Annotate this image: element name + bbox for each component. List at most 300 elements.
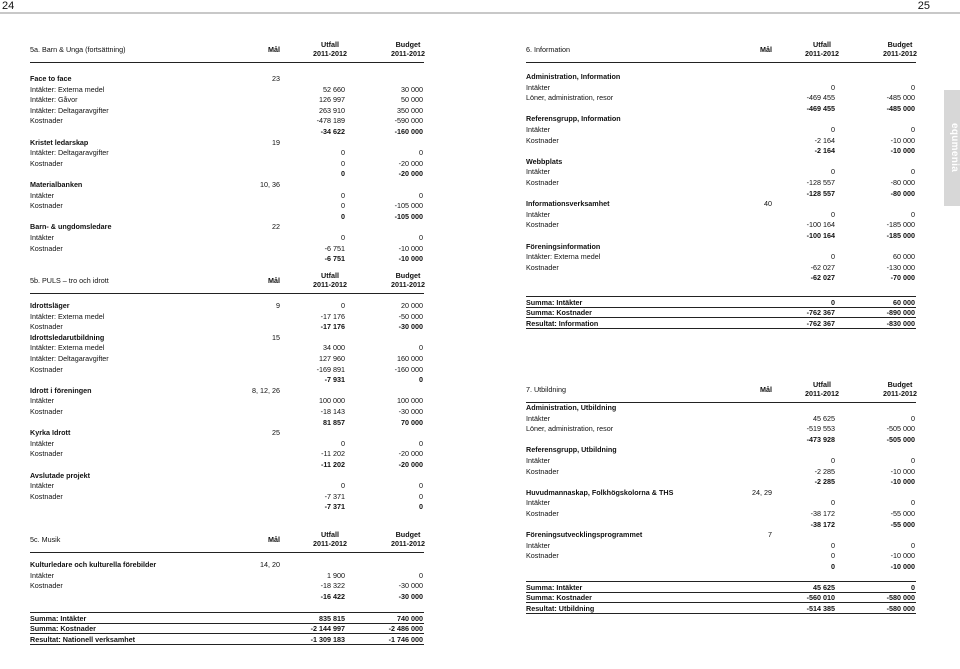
page-number-left: 24: [2, 0, 15, 12]
group-0-row-1-utfall: 126 997: [319, 95, 345, 105]
group-1-title-row-label: Referensgrupp, Information: [526, 114, 621, 124]
group-0-row-1-label: Kostnader: [30, 322, 63, 332]
group-2-subtotal-utfall: -128 557: [806, 188, 835, 198]
group-2-row-0-budget: 0: [911, 498, 915, 508]
section-6-mal-header: Mål: [760, 45, 772, 54]
summary-row-1-utfall: -560 010: [806, 593, 835, 603]
group-3-row-0-label: Intäkter: [30, 438, 54, 448]
group-3-subtotal-utfall: -6 751: [324, 254, 345, 264]
group-0-subtotal-utfall: -473 928: [806, 434, 835, 444]
group-1-row-0-budget: 0: [911, 456, 915, 465]
section-5a-utfall-header: Utfall: [321, 40, 339, 49]
group-4-subtotal: [0, 501, 480, 512]
section-5a-header: [0, 40, 480, 60]
group-0-row-0: [480, 413, 944, 424]
group-3-row-1-label: Kostnader: [30, 449, 63, 459]
group-1-row-1-utfall: -2 164: [814, 135, 835, 145]
group-3-subtotal-budget: -20 000: [398, 460, 423, 469]
group-2-subtotal: [0, 211, 480, 222]
group-2-title-row-label: Materialbanken: [30, 180, 83, 189]
section-5b-budget-header: Budget: [395, 271, 421, 280]
group-2-subtotal-utfall: 0: [341, 211, 345, 221]
group-0-row-1-budget: -485 000: [886, 93, 915, 103]
group-4-row-0-budget: 0: [419, 481, 423, 491]
group-2-row-1: [480, 177, 944, 188]
group-0-row-1-budget: -30 000: [398, 581, 423, 591]
group-0-row-3: [0, 115, 480, 126]
group-0-row-3-label: Kostnader: [30, 116, 63, 126]
group-0-title-row: [0, 559, 480, 570]
section-5c-mal-header: Mål: [268, 535, 280, 544]
group-0-row-0-label: Intäkter: Externa medel: [30, 311, 105, 321]
group-2-subtotal-budget: -55 000: [890, 519, 915, 529]
summary-row-1-budget: -890 000: [886, 308, 915, 318]
summary-rule-end: [526, 328, 916, 329]
section-7-budget-header: Budget: [887, 380, 913, 389]
group-3-row-0: [480, 540, 944, 551]
group-0-row-2: [0, 105, 480, 116]
group-0-row-0-utfall: 0: [831, 82, 835, 92]
group-1-subtotal-utfall: -2 285: [814, 477, 835, 487]
group-4-subtotal-utfall: -62 027: [810, 273, 835, 283]
group-0-row-1-budget: 50 000: [401, 95, 423, 105]
group-0-title-row-budget: 20 000: [401, 301, 423, 310]
group-2-row-0: [480, 497, 944, 508]
group-3-row-1-budget: -20 000: [398, 449, 423, 459]
group-1-row-1-label: Intäkter: Deltagaravgifter: [30, 354, 109, 363]
group-4-row-1-utfall: -7 371: [324, 491, 345, 501]
group-0-row-1-label: Intäkter: Gåvor: [30, 95, 78, 105]
section-5c-budget-years: 2011-2012: [391, 539, 425, 548]
group-3-row-0-budget: 0: [419, 438, 423, 448]
group-0-subtotal: [0, 591, 480, 602]
group-1-row-1: [480, 466, 944, 477]
group-1-row-0-utfall: 0: [831, 125, 835, 134]
group-1-row-1: [0, 158, 480, 169]
group-2-row-1-label: Kostnader: [526, 178, 559, 187]
group-1-title-row: [0, 137, 480, 148]
group-2-row-1-label: Kostnader: [30, 201, 63, 211]
group-2-row-0-label: Intäkter: [526, 498, 550, 508]
group-2-subtotal-budget: -80 000: [890, 188, 915, 198]
group-2-row-0-budget: 0: [911, 167, 915, 177]
group-2-row-1: [480, 508, 944, 519]
group-1-row-0-utfall: 0: [831, 456, 835, 465]
group-0-row-1-utfall: -17 176: [320, 322, 345, 332]
summary-row-1-budget: -580 000: [886, 593, 915, 603]
group-0-row-0-label: Intäkter: Externa medel: [30, 84, 105, 94]
group-1-title-row-mal: 19: [272, 137, 280, 147]
group-0-row-0-label: Intäkter: [30, 570, 54, 580]
summary-row-0-utfall: 45 625: [813, 582, 835, 592]
group-0-row-0: [0, 311, 480, 322]
group-3-title-row: [480, 529, 944, 540]
group-1-subtotal-budget: -10 000: [890, 146, 915, 156]
group-1-row-0-label: Intäkter: [526, 456, 550, 465]
summary-row-0-budget: 740 000: [397, 613, 423, 623]
group-2-subtotal: [480, 519, 944, 530]
group-1-row-1-budget: -10 000: [890, 135, 915, 145]
group-3-title-row-label: Barn- & ungdomsledare: [30, 222, 112, 232]
group-4-row-1-utfall: -62 027: [810, 262, 835, 272]
summary-row-2-label: Resultat: Information: [526, 318, 599, 328]
group-3-subtotal: [480, 561, 944, 572]
group-0-subtotal-budget: -505 000: [886, 434, 915, 444]
group-2-row-1-utfall: -18 143: [320, 407, 345, 416]
group-1-row-0-budget: 0: [911, 125, 915, 134]
section-5b-header-rule: [30, 293, 424, 294]
group-0-row-2-utfall: 263 910: [319, 105, 345, 115]
group-2-subtotal-budget: 70 000: [401, 417, 423, 427]
group-2-row-1-budget: -105 000: [394, 201, 423, 211]
group-3-title-row-label: Föreningsutvecklingsprogrammet: [526, 530, 643, 540]
group-2-row-0-utfall: 0: [831, 167, 835, 177]
group-1-row-2: [0, 364, 480, 375]
group-2-row-0-label: Intäkter: [526, 167, 550, 177]
group-4-title-row-label: Föreningsinformation: [526, 241, 601, 251]
group-1-row-0-budget: 0: [419, 148, 423, 158]
group-3-row-0: [0, 438, 480, 449]
group-3-title-row-mal: 22: [272, 222, 280, 232]
group-1-row-1-label: Kostnader: [526, 135, 559, 145]
group-2-row-0-utfall: 0: [341, 190, 345, 200]
group-3-row-1-label: Kostnader: [526, 551, 559, 561]
group-2-subtotal: [480, 188, 944, 199]
group-4-row-1: [0, 491, 480, 502]
group-2-row-0-utfall: 100 000: [319, 396, 345, 406]
group-3-row-0-label: Intäkter: [526, 209, 550, 219]
group-0-row-0-utfall: 52 660: [323, 84, 345, 94]
section-6-utfall-header: Utfall: [813, 40, 831, 49]
section-5a-header-rule: [30, 62, 424, 63]
group-0-title-row-utfall: 0: [341, 301, 345, 310]
group-0-subtotal: [480, 103, 944, 114]
group-1-row-0-utfall: 0: [341, 148, 345, 158]
group-4-row-0-utfall: 0: [831, 252, 835, 262]
section-5b-header: [0, 271, 480, 291]
group-0-subtotal-utfall: -469 455: [806, 103, 835, 113]
group-2-row-0-label: Intäkter: [30, 396, 54, 406]
group-1-row-1-budget: -10 000: [890, 466, 915, 476]
group-0-title-row: [480, 402, 944, 413]
group-2-row-1-label: Kostnader: [30, 407, 63, 416]
group-3-title-row: [480, 198, 944, 209]
section-6-budget-header: Budget: [887, 40, 913, 49]
group-1-row-1-label: Kostnader: [526, 466, 559, 476]
group-1-row-1-utfall: 0: [341, 158, 345, 168]
group-2-row-1-budget: -80 000: [890, 178, 915, 187]
section-6-header-rule: [526, 62, 916, 63]
group-2-row-0-label: Intäkter: [30, 190, 54, 200]
group-1-row-1: [480, 135, 944, 146]
group-2-title-row-mal: 10, 36: [260, 180, 280, 189]
group-2-subtotal-utfall: 81 857: [323, 417, 345, 427]
group-3-row-1: [480, 219, 944, 230]
group-4-row-1: [480, 262, 944, 273]
group-4-title-row: [480, 241, 944, 252]
group-2-row-1-label: Kostnader: [526, 509, 559, 518]
group-1-row-0: [480, 455, 944, 466]
group-0-row-2-budget: 350 000: [397, 105, 423, 115]
group-2-title-row: [480, 487, 944, 498]
group-0-title-row-mal: 23: [272, 74, 280, 83]
section-6-title: 6. Information: [526, 45, 570, 54]
group-4-row-1-label: Kostnader: [30, 491, 63, 501]
group-3-row-1-utfall: -11 202: [321, 449, 345, 459]
section-5a-mal-header: Mål: [268, 45, 280, 54]
group-2-row-1: [0, 200, 480, 211]
group-0-row-0-budget: 0: [419, 570, 423, 580]
group-3-row-1-utfall: -6 751: [324, 243, 345, 253]
group-0-row-1: [480, 92, 944, 103]
section-7-utfall-header: Utfall: [813, 380, 831, 389]
group-3-title-row-mal: 25: [272, 428, 280, 438]
summary-row-2-budget: -1 746 000: [388, 634, 423, 644]
summary-row-0-utfall: 835 815: [319, 613, 345, 623]
group-0-title-row-label: Administration, Utbildning: [526, 403, 617, 412]
group-3-row-0-label: Intäkter: [30, 233, 54, 242]
group-3-title-row-label: Informationsverksamhet: [526, 199, 610, 209]
section-5b-mal-header: Mål: [268, 276, 280, 285]
group-3-row-0-budget: 0: [911, 209, 915, 219]
group-0-row-1-label: Löner, administration, resor: [526, 424, 614, 434]
page-number-right: 25: [917, 0, 930, 12]
group-3-row-1-budget: -10 000: [890, 551, 915, 561]
summary-row-0-budget: 0: [911, 582, 915, 592]
group-1-title-row-label: Referensgrupp, Utbildning: [526, 445, 617, 455]
summary-row-1-label: Summa: Kostnader: [526, 308, 592, 318]
group-2-row-1-utfall: -128 557: [806, 178, 835, 187]
summary-row-2-utfall: -1 309 183: [310, 634, 345, 644]
group-4-title-row-label: Avslutade projekt: [30, 470, 91, 480]
section-5c-title: 5c. Musik: [30, 535, 61, 544]
summary-row-1-label: Summa: Kostnader: [30, 624, 96, 634]
group-1-title-row: [0, 332, 480, 343]
group-3-subtotal-utfall: -11 202: [321, 460, 345, 469]
group-1-row-1-label: Kostnader: [30, 158, 63, 168]
group-0-row-0-label: Intäkter: [526, 82, 550, 92]
summary-row-2-budget: -830 000: [886, 318, 915, 328]
group-4-row-0: [0, 480, 480, 491]
group-2-title-row: [0, 385, 480, 396]
group-2-row-0-utfall: 0: [831, 498, 835, 508]
group-0-subtotal: [0, 126, 480, 137]
group-0-row-1-label: Kostnader: [30, 581, 63, 591]
group-4-row-0: [480, 251, 944, 262]
group-3-row-0: [0, 232, 480, 243]
section-6-header: [480, 40, 944, 60]
group-1-row-0: [0, 147, 480, 158]
group-1-row-1-budget: -20 000: [398, 158, 423, 168]
section-7-utfall-years: 2011-2012: [805, 389, 839, 398]
summary-row-0-label: Summa: Intäkter: [30, 613, 87, 623]
group-0-row-0: [0, 84, 480, 95]
group-2-row-1: [0, 406, 480, 417]
group-0-subtotal-utfall: -16 422: [320, 591, 345, 601]
group-0-row-3-utfall: -478 189: [316, 116, 345, 126]
group-2-row-1-utfall: -38 172: [810, 509, 835, 518]
group-2-row-0: [0, 395, 480, 406]
group-1-subtotal-budget: -20 000: [398, 169, 423, 179]
section-5c-utfall-header: Utfall: [321, 530, 339, 539]
group-0-row-1-utfall: -18 322: [320, 581, 345, 591]
group-3-row-0-utfall: 0: [341, 438, 345, 448]
group-4-subtotal: [480, 272, 944, 283]
group-0-row-0-utfall: -17 176: [320, 311, 345, 321]
group-3-subtotal-budget: -10 000: [890, 562, 915, 571]
side-tab-label: equmenia: [949, 123, 960, 173]
group-1-subtotal-budget: 0: [419, 375, 423, 385]
group-3-subtotal: [0, 253, 480, 264]
group-0-row-0: [480, 82, 944, 93]
group-3-row-0: [480, 209, 944, 220]
group-1-row-1: [0, 353, 480, 364]
summary-row-1-utfall: -2 144 997: [310, 624, 345, 634]
group-4-row-0-label: Intäkter: Externa medel: [526, 252, 601, 262]
group-2-title-row-mal: 8, 12, 26: [252, 385, 280, 395]
group-0-title-row-mal: 14, 20: [260, 560, 280, 569]
group-3-subtotal-budget: -185 000: [886, 231, 915, 240]
group-3-row-1-budget: -10 000: [398, 243, 423, 253]
section-7-budget-years: 2011-2012: [883, 389, 917, 398]
group-0-title-row-label: Face to face: [30, 74, 72, 83]
section-5a-budget-header: Budget: [395, 40, 421, 49]
group-0-title-row-label: Kulturledare och kulturella förebilder: [30, 560, 157, 569]
group-2-title-row: [480, 156, 944, 167]
summary-rule-end: [526, 613, 916, 614]
group-2-subtotal-budget: -105 000: [394, 211, 423, 221]
group-1-subtotal-utfall: -7 931: [324, 375, 345, 385]
group-1-row-0-label: Intäkter: Externa medel: [30, 343, 105, 353]
group-3-row-0-label: Intäkter: [526, 540, 550, 550]
section-5a-budget-years: 2011-2012: [391, 49, 425, 58]
section-6-utfall-years: 2011-2012: [805, 49, 839, 58]
summary-row-0-label: Summa: Intäkter: [526, 582, 583, 592]
group-0-row-1-label: Löner, administration, resor: [526, 93, 614, 103]
group-2-title-row-label: Webbplats: [526, 156, 563, 166]
group-3-row-1-budget: -185 000: [886, 220, 915, 230]
section-5b-utfall-header: Utfall: [321, 271, 339, 280]
group-3-subtotal-utfall: -100 164: [806, 231, 835, 240]
group-4-row-0-budget: 60 000: [893, 252, 915, 262]
group-3-subtotal: [480, 230, 944, 241]
group-2-title-row-label: Huvudmannaskap, Folkhögskolorna & THS: [526, 487, 674, 497]
section-5a-utfall-years: 2011-2012: [313, 49, 347, 58]
summary-row-2-utfall: -514 385: [806, 603, 835, 613]
group-1-subtotal-budget: -10 000: [890, 477, 915, 487]
group-4-subtotal-budget: 0: [419, 502, 423, 512]
group-0-row-2-label: Intäkter: Deltagaravgifter: [30, 105, 109, 115]
group-1-row-0-label: Intäkter: [526, 125, 550, 134]
summary-row-0-label: Summa: Intäkter: [526, 297, 583, 307]
group-3-row-0-utfall: 0: [341, 233, 345, 242]
group-1-title-row: [480, 444, 944, 455]
group-2-row-0-budget: 0: [419, 190, 423, 200]
group-2-row-1-utfall: 0: [341, 201, 345, 211]
group-3-title-row: [0, 427, 480, 438]
group-1-row-2-budget: -160 000: [394, 364, 423, 374]
group-0-title-row-mal: 9: [276, 301, 280, 310]
summary-row-1-budget: -2 486 000: [388, 624, 423, 634]
group-0-row-0: [0, 570, 480, 581]
group-1-row-0: [0, 342, 480, 353]
group-3-title-row-label: Kyrka Idrott: [30, 428, 71, 438]
group-3-row-1-utfall: 0: [831, 551, 835, 561]
group-0-row-1: [0, 580, 480, 591]
group-1-row-1-utfall: 127 960: [319, 354, 345, 363]
right-page-tables: [480, 0, 944, 669]
group-1-subtotal-utfall: -2 164: [814, 146, 835, 156]
section-5b-budget-years: 2011-2012: [391, 280, 425, 289]
group-4-row-0-label: Intäkter: [30, 481, 54, 491]
group-3-row-1-utfall: -100 164: [806, 220, 835, 230]
group-1-row-1-budget: 160 000: [397, 354, 423, 363]
section-5c-header: [0, 530, 480, 550]
group-3-title-row-mal: 7: [768, 530, 772, 540]
group-4-row-0-utfall: 0: [341, 481, 345, 491]
group-1-subtotal-utfall: 0: [341, 169, 345, 179]
group-1-subtotal: [0, 168, 480, 179]
group-4-row-1-budget: 0: [419, 491, 423, 501]
group-1-subtotal: [480, 476, 944, 487]
group-1-subtotal: [0, 374, 480, 385]
group-0-row-1-budget: -505 000: [886, 424, 915, 434]
group-0-subtotal-utfall: -34 622: [320, 127, 345, 136]
group-0-row-0-utfall: 45 625: [813, 413, 835, 423]
group-0-row-1-utfall: -519 553: [806, 424, 835, 434]
group-2-title-row-label: Idrott i föreningen: [30, 385, 92, 395]
group-3-subtotal-utfall: 0: [831, 562, 835, 571]
group-0-subtotal-budget: -30 000: [398, 591, 423, 601]
group-3-row-1: [0, 243, 480, 254]
group-3-row-0-budget: 0: [419, 233, 423, 242]
summary-row-2-utfall: -762 367: [806, 318, 835, 328]
group-2-row-0: [0, 190, 480, 201]
section-5b-title: 5b. PULS – tro och idrott: [30, 276, 109, 285]
group-1-title-row-label: Kristet ledarskap: [30, 137, 89, 147]
group-1-row-1-utfall: -2 285: [814, 466, 835, 476]
group-3-row-1: [480, 550, 944, 561]
group-3-title-row: [0, 221, 480, 232]
group-0-row-1-utfall: -469 455: [806, 93, 835, 103]
group-3-subtotal: [0, 459, 480, 470]
group-0-title-row-label: Idrottsläger: [30, 301, 70, 310]
group-0-title-row: [480, 71, 944, 82]
group-4-row-1-label: Kostnader: [526, 262, 559, 272]
summary-row-0-budget: 60 000: [893, 297, 915, 307]
group-0-row-0-utfall: 1 900: [327, 570, 345, 580]
section-7-header: [480, 380, 944, 400]
group-2-subtotal: [0, 417, 480, 428]
group-1-row-0-utfall: 34 000: [323, 343, 345, 353]
group-1-title-row: [480, 113, 944, 124]
group-2-subtotal-utfall: -38 172: [810, 519, 835, 529]
group-0-title-row-label: Administration, Information: [526, 72, 621, 81]
group-2-row-1-budget: -30 000: [398, 407, 423, 416]
group-3-row-0-utfall: 0: [831, 540, 835, 550]
group-3-title-row-mal: 40: [764, 199, 772, 209]
group-1-row-2-label: Kostnader: [30, 364, 63, 374]
summary-row-1-label: Summa: Kostnader: [526, 593, 592, 603]
group-0-row-1: [0, 94, 480, 105]
group-0-row-0-budget: 30 000: [401, 84, 423, 94]
group-0-subtotal-budget: -485 000: [886, 103, 915, 113]
group-4-row-1-budget: -130 000: [886, 262, 915, 272]
group-1-subtotal: [480, 145, 944, 156]
group-1-row-0-label: Intäkter: Deltagaravgifter: [30, 148, 109, 158]
group-3-row-1-label: Kostnader: [526, 220, 559, 230]
group-3-subtotal-budget: -10 000: [398, 254, 423, 264]
